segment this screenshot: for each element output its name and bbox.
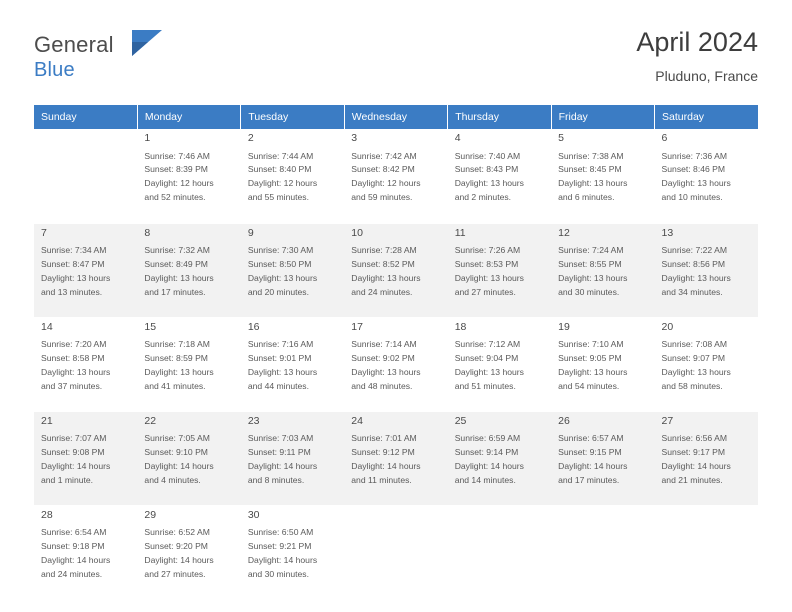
day-cell[interactable] (34, 317, 137, 411)
day-details (455, 244, 545, 300)
day-number: 28 (41, 508, 53, 521)
sunrise-text: Sunrise: 7:38 AM (558, 150, 624, 161)
day-cell[interactable] (34, 223, 137, 317)
daylight-text-line2: and 1 minute. (41, 474, 94, 485)
daylight-text-line1: Daylight: 14 hours (247, 554, 318, 565)
daylight-text-line2: and 17 minutes. (558, 474, 620, 485)
sunrise-text: Sunrise: 6:54 AM (41, 527, 107, 538)
sunrise-text: Sunrise: 7:46 AM (144, 150, 210, 161)
sunset-text: Sunset: 9:10 PM (144, 446, 208, 457)
day-number: 2 (247, 132, 254, 144)
day-number: 7 (41, 226, 47, 239)
daylight-text-line2: and 24 minutes. (41, 568, 103, 579)
day-details (248, 244, 338, 300)
sunrise-text: Sunrise: 7:22 AM (661, 245, 727, 256)
brand-name-blue: Blue (34, 59, 75, 81)
daylight-text-line1: Daylight: 13 hours (247, 366, 318, 377)
daylight-text-line1: Daylight: 14 hours (454, 460, 524, 471)
sunset-text: Sunset: 9:15 PM (558, 446, 622, 457)
daylight-text-line2: and 37 minutes. (41, 380, 103, 391)
daylight-text-line2: and 13 minutes. (41, 286, 103, 297)
day-details (662, 432, 752, 488)
sunrise-text: Sunrise: 7:18 AM (144, 339, 210, 350)
daylight-text-line1: Daylight: 13 hours (558, 178, 628, 189)
sunset-text: Sunset: 9:08 PM (41, 446, 105, 457)
daylight-text-line1: Daylight: 13 hours (661, 272, 731, 283)
sunset-text: Sunset: 8:45 PM (558, 164, 622, 175)
sunset-text: Sunset: 8:49 PM (144, 258, 208, 269)
sunrise-text: Sunrise: 7:28 AM (351, 245, 417, 256)
day-number: 1 (144, 132, 151, 144)
day-details (144, 432, 234, 488)
daylight-text-line1: Daylight: 13 hours (247, 272, 318, 283)
day-number: 10 (351, 226, 363, 239)
sunrise-text: Sunrise: 7:40 AM (454, 150, 521, 161)
day-cell[interactable] (655, 129, 758, 223)
weekday-header-monday: Monday (137, 105, 240, 129)
sunset-text: Sunset: 9:14 PM (454, 446, 519, 457)
blue-flag-triangle-icon (130, 28, 164, 58)
daylight-text-line1: Daylight: 14 hours (661, 460, 731, 471)
sunrise-text: Sunrise: 7:05 AM (144, 433, 210, 444)
daylight-text-line1: Daylight: 13 hours (661, 178, 731, 189)
day-details (41, 244, 131, 300)
weekday-header-friday: Friday (551, 105, 654, 129)
day-cell (344, 505, 447, 599)
day-number: 23 (247, 414, 260, 427)
daylight-text-line2: and 51 minutes. (454, 380, 516, 391)
day-details (558, 150, 648, 206)
daylight-text-line1: Daylight: 13 hours (351, 272, 421, 283)
daylight-text-line1: Daylight: 13 hours (454, 272, 524, 283)
day-cell[interactable] (448, 411, 551, 505)
daylight-text-line2: and 55 minutes. (247, 192, 309, 203)
daylight-text-line1: Daylight: 14 hours (144, 554, 214, 565)
day-details (144, 244, 234, 300)
sunset-text: Sunset: 8:39 PM (144, 164, 208, 175)
day-details (351, 432, 441, 488)
daylight-text-line2: and 6 minutes. (558, 192, 615, 203)
day-cell[interactable] (137, 411, 240, 505)
day-number: 30 (247, 508, 260, 521)
day-cell[interactable] (34, 505, 137, 599)
title-block (636, 28, 758, 84)
sunrise-text: Sunrise: 7:08 AM (661, 339, 727, 350)
weekday-header-wednesday: Wednesday (344, 105, 447, 129)
sunset-text: Sunset: 8:56 PM (661, 258, 726, 269)
sunrise-text: Sunrise: 6:59 AM (454, 433, 521, 444)
day-cell[interactable] (551, 317, 654, 411)
sunrise-text: Sunrise: 7:42 AM (351, 150, 417, 161)
sunrise-text: Sunrise: 7:36 AM (661, 150, 727, 161)
sunset-text: Sunset: 9:11 PM (247, 446, 311, 457)
sunrise-text: Sunrise: 7:03 AM (247, 433, 314, 444)
day-number: 17 (351, 320, 363, 333)
sunset-text: Sunset: 8:47 PM (41, 258, 105, 269)
sunset-text: Sunset: 8:55 PM (558, 258, 622, 269)
daylight-text-line2: and 17 minutes. (144, 286, 206, 297)
calendar-week-row (34, 505, 758, 599)
day-cell[interactable] (344, 411, 447, 505)
calendar-week-row (34, 411, 758, 505)
day-cell (655, 505, 758, 599)
day-cell[interactable] (551, 223, 654, 317)
daylight-text-line2: and 14 minutes. (454, 474, 516, 485)
day-details (248, 432, 338, 488)
page-title: April 2024 (636, 27, 758, 57)
day-number: 9 (247, 226, 254, 239)
day-details (455, 338, 545, 394)
daylight-text-line2: and 27 minutes. (454, 286, 516, 297)
day-details (455, 150, 545, 206)
day-details (662, 150, 752, 206)
daylight-text-line2: and 4 minutes. (144, 474, 201, 485)
daylight-text-line1: Daylight: 14 hours (558, 460, 628, 471)
daylight-text-line1: Daylight: 13 hours (144, 272, 214, 283)
day-cell[interactable] (241, 505, 344, 599)
weekday-header-sunday: Sunday (34, 105, 137, 129)
calendar-week-row (34, 129, 758, 223)
day-cell[interactable] (655, 317, 758, 411)
daylight-text-line1: Daylight: 12 hours (247, 178, 318, 189)
sunrise-text: Sunrise: 7:01 AM (351, 433, 417, 444)
day-details (662, 338, 752, 394)
sunset-text: Sunset: 8:52 PM (351, 258, 415, 269)
day-number: 26 (558, 414, 570, 427)
day-number: 8 (144, 226, 151, 239)
daylight-text-line1: Daylight: 12 hours (144, 178, 214, 189)
daylight-text-line1: Daylight: 13 hours (558, 366, 628, 377)
month-calendar (34, 105, 758, 600)
sunrise-text: Sunrise: 6:56 AM (661, 433, 727, 444)
day-details (41, 338, 131, 394)
sunrise-text: Sunrise: 7:20 AM (41, 339, 107, 350)
daylight-text-line2: and 58 minutes. (661, 380, 723, 391)
page-header (34, 28, 758, 96)
day-details (248, 526, 338, 582)
daylight-text-line2: and 41 minutes. (144, 380, 206, 391)
daylight-text-line1: Daylight: 13 hours (661, 366, 731, 377)
page-location: Pluduno, France (655, 67, 758, 84)
day-cell[interactable] (448, 223, 551, 317)
weekday-header-tuesday: Tuesday (241, 105, 344, 129)
sunrise-text: Sunrise: 7:26 AM (454, 245, 521, 256)
day-details (41, 432, 131, 488)
day-details (351, 150, 441, 206)
sunset-text: Sunset: 8:40 PM (247, 164, 312, 175)
sunrise-text: Sunrise: 6:50 AM (247, 527, 314, 538)
sunset-text: Sunset: 8:58 PM (41, 352, 105, 363)
calendar-week-row (34, 317, 758, 411)
day-number: 4 (454, 132, 461, 144)
day-cell[interactable] (655, 223, 758, 317)
sunset-text: Sunset: 9:02 PM (351, 352, 415, 363)
day-number: 12 (558, 226, 570, 239)
daylight-text-line2: and 54 minutes. (558, 380, 620, 391)
day-cell[interactable] (344, 317, 447, 411)
sunrise-text: Sunrise: 7:34 AM (41, 245, 107, 256)
day-details (144, 338, 234, 394)
sunrise-text: Sunrise: 7:10 AM (558, 339, 624, 350)
day-number: 18 (454, 320, 467, 333)
day-details (351, 338, 441, 394)
daylight-text-line2: and 48 minutes. (351, 380, 413, 391)
sunset-text: Sunset: 9:01 PM (247, 352, 312, 363)
day-details (248, 338, 338, 394)
day-number: 22 (144, 414, 157, 427)
daylight-text-line2: and 44 minutes. (247, 380, 309, 391)
sunset-text: Sunset: 8:42 PM (351, 164, 415, 175)
daylight-text-line1: Daylight: 14 hours (41, 554, 111, 565)
daylight-text-line1: Daylight: 14 hours (41, 460, 111, 471)
day-details (558, 244, 648, 300)
daylight-text-line1: Daylight: 13 hours (144, 366, 214, 377)
daylight-text-line2: and 59 minutes. (351, 192, 413, 203)
day-cell[interactable] (137, 129, 240, 223)
daylight-text-line1: Daylight: 12 hours (351, 178, 421, 189)
day-details (144, 526, 234, 582)
daylight-text-line1: Daylight: 14 hours (144, 460, 214, 471)
sunrise-text: Sunrise: 6:52 AM (144, 527, 210, 538)
day-cell[interactable] (241, 317, 344, 411)
day-cell[interactable] (551, 129, 654, 223)
daylight-text-line2: and 24 minutes. (351, 286, 413, 297)
day-number: 24 (351, 414, 363, 427)
sunset-text: Sunset: 9:21 PM (247, 540, 312, 551)
day-number: 20 (661, 320, 674, 333)
day-number: 5 (558, 132, 564, 144)
sunrise-text: Sunrise: 7:30 AM (247, 245, 314, 256)
sunset-text: Sunset: 9:12 PM (351, 446, 415, 457)
weekday-header-thursday: Thursday (448, 105, 551, 129)
day-cell[interactable] (241, 129, 344, 223)
day-cell[interactable] (137, 317, 240, 411)
day-cell[interactable] (448, 317, 551, 411)
sunset-text: Sunset: 9:17 PM (661, 446, 726, 457)
day-cell[interactable] (241, 411, 344, 505)
sunset-text: Sunset: 9:05 PM (558, 352, 622, 363)
sunset-text: Sunset: 9:07 PM (661, 352, 726, 363)
day-cell[interactable] (655, 411, 758, 505)
day-cell (34, 129, 137, 223)
brand-name-general: General (34, 32, 114, 57)
day-number: 3 (351, 132, 358, 144)
day-number: 13 (661, 226, 674, 239)
sunrise-text: Sunrise: 7:07 AM (41, 433, 107, 444)
day-cell[interactable] (551, 411, 654, 505)
sunrise-text: Sunrise: 6:57 AM (558, 433, 624, 444)
daylight-text-line2: and 8 minutes. (247, 474, 305, 485)
day-details (144, 150, 234, 206)
sunset-text: Sunset: 9:18 PM (41, 540, 105, 551)
day-number: 25 (454, 414, 467, 427)
day-cell[interactable] (137, 223, 240, 317)
daylight-text-line1: Daylight: 13 hours (454, 366, 524, 377)
sunset-text: Sunset: 8:50 PM (247, 258, 312, 269)
sunset-text: Sunset: 8:46 PM (661, 164, 726, 175)
daylight-text-line2: and 20 minutes. (247, 286, 309, 297)
daylight-text-line2: and 52 minutes. (144, 192, 206, 203)
day-number: 21 (41, 414, 53, 427)
day-number: 27 (661, 414, 674, 427)
day-number: 15 (144, 320, 157, 333)
day-details (351, 244, 441, 300)
weekday-header-row (34, 105, 758, 129)
day-number: 16 (247, 320, 260, 333)
daylight-text-line2: and 10 minutes. (661, 192, 723, 203)
day-cell[interactable] (137, 505, 240, 599)
daylight-text-line2: and 30 minutes. (247, 568, 309, 579)
day-number: 14 (41, 320, 53, 333)
day-details (558, 338, 648, 394)
sunrise-text: Sunrise: 7:14 AM (351, 339, 417, 350)
day-cell[interactable] (448, 129, 551, 223)
daylight-text-line2: and 21 minutes. (661, 474, 723, 485)
day-details (248, 150, 338, 206)
daylight-text-line1: Daylight: 14 hours (247, 460, 318, 471)
weekday-header-saturday: Saturday (655, 105, 758, 129)
day-details (41, 526, 131, 582)
day-number: 6 (661, 132, 668, 144)
daylight-text-line1: Daylight: 13 hours (41, 272, 111, 283)
calendar-week-row (34, 223, 758, 317)
day-cell[interactable] (344, 223, 447, 317)
day-cell[interactable] (344, 129, 447, 223)
sunset-text: Sunset: 9:04 PM (454, 352, 519, 363)
daylight-text-line1: Daylight: 14 hours (351, 460, 421, 471)
daylight-text-line2: and 2 minutes. (454, 192, 512, 203)
day-cell[interactable] (241, 223, 344, 317)
day-cell (551, 505, 654, 599)
daylight-text-line2: and 27 minutes. (144, 568, 206, 579)
sunset-text: Sunset: 8:59 PM (144, 352, 208, 363)
day-details (662, 244, 752, 300)
day-cell (448, 505, 551, 599)
day-cell[interactable] (34, 411, 137, 505)
daylight-text-line2: and 34 minutes. (661, 286, 723, 297)
day-number: 29 (144, 508, 157, 521)
daylight-text-line1: Daylight: 13 hours (41, 366, 111, 377)
sunset-text: Sunset: 9:20 PM (144, 540, 208, 551)
daylight-text-line1: Daylight: 13 hours (351, 366, 421, 377)
day-number: 11 (454, 226, 466, 239)
daylight-text-line2: and 11 minutes. (351, 474, 412, 485)
sunrise-text: Sunrise: 7:12 AM (454, 339, 521, 350)
daylight-text-line1: Daylight: 13 hours (454, 178, 524, 189)
day-details (558, 432, 648, 488)
daylight-text-line2: and 30 minutes. (558, 286, 620, 297)
day-number: 19 (558, 320, 570, 333)
sunset-text: Sunset: 8:43 PM (454, 164, 519, 175)
sunrise-text: Sunrise: 7:32 AM (144, 245, 210, 256)
day-details (455, 432, 545, 488)
sunset-text: Sunset: 8:53 PM (454, 258, 519, 269)
daylight-text-line1: Daylight: 13 hours (558, 272, 628, 283)
sunrise-text: Sunrise: 7:44 AM (247, 150, 314, 161)
sunrise-text: Sunrise: 7:16 AM (247, 339, 314, 350)
sunrise-text: Sunrise: 7:24 AM (558, 245, 624, 256)
